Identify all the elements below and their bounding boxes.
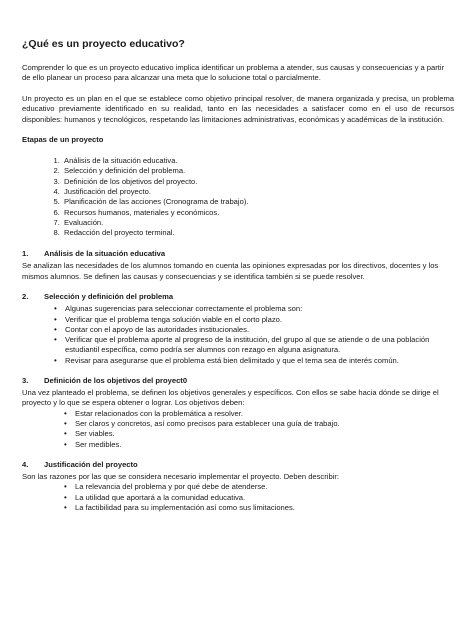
document-title: ¿Qué es un proyecto educativo? xyxy=(22,38,185,50)
etapa-item: 8. Redacción del proyecto terminal. xyxy=(62,228,454,238)
intro-paragraph-2: Un proyecto es un plan en el que se establece como objetivo principal resolver, de manera organizada y precisa, un problema educativo previamente identificado en su realidad, tanto en las necesidades a satisfacer como en el uso de recursos disponibles: humanos y tecnológicos, respetando las limitaciones administrativas, económicas y académicas de la institución. xyxy=(22,93,454,124)
bullet-item: • La factibilidad para su implementación así como sus limitaciones. xyxy=(64,503,454,513)
bullet-item: • Estar relacionados con la problemática a resolver. xyxy=(64,409,454,419)
bullet-item: • Ser claros y concretos, así como precisos para establecer una guía de trabajo. xyxy=(64,419,454,429)
section-3-heading xyxy=(22,376,454,385)
bullet-item: • Verificar que el problema aporte al progreso de la institución, del grupo al que se atiende o de una población estudiantil específica, como podría ser alumnos con rezago en alguna asignatura. xyxy=(54,335,454,356)
etapa-item: 1. Análisis de la situación educativa. xyxy=(62,156,454,166)
etapas-heading: Etapas de un proyecto xyxy=(22,135,104,145)
bullet-item: • Algunas sugerencias para seleccionar correctamente el problema son: xyxy=(54,304,454,314)
bullet-item: • Revisar para asegurarse que el problema está bien delimitado y que el tema sea de interés común. xyxy=(54,356,454,366)
section-title: Definición de los objetivos del proyect0 xyxy=(44,376,188,385)
etapa-item: 4. Justificación del proyecto. xyxy=(62,187,454,197)
intro-paragraph-1: Comprender lo que es un proyecto educativo implica identificar un problema a atender, sus causas y consecuencias y a partir de ello planear un proceso para alcanzar una meta que lo solucione total o parcialmente. xyxy=(22,63,445,83)
section-title: Justificación del proyecto xyxy=(44,460,138,469)
section-1-text: Se analizan las necesidades de los alumnos tomando en cuenta las opiniones expresadas por los directivos, docentes y los mismos alumnos. Se definen las causas y consecuencias y se identifica también si se puede resolver. xyxy=(22,261,439,281)
section-title: Análisis de la situación educativa xyxy=(44,249,166,259)
section-2-list xyxy=(22,304,454,366)
section-3-list xyxy=(22,409,454,450)
etapa-item: 6. Recursos humanos, materiales y económicos. xyxy=(62,208,454,218)
etapa-item: 7. Evaluación. xyxy=(62,218,454,228)
etapa-item: 3. Definición de los objetivos del proyecto. xyxy=(62,177,454,187)
bullet-item: • Verificar que el problema tenga solución viable en el corto plazo. xyxy=(54,315,454,325)
section-3-text: Una vez planteado el problema, se definen los objetivos generales y específicos. Con ellos se sabe hacia dónde se dirige el proyecto y lo que se espera obtener o lograr. Los objetivos deben: xyxy=(22,388,439,408)
section-4-heading xyxy=(22,460,454,469)
section-number: 1. xyxy=(22,249,29,259)
bullet-item: • Ser medibles. xyxy=(64,440,454,450)
section-number: 4. xyxy=(22,460,29,469)
etapa-item: 2. Selección y definición del problema. xyxy=(62,166,454,176)
section-title: Selección y definición del problema xyxy=(44,292,174,302)
bullet-item: • Ser viables. xyxy=(64,429,454,439)
bullet-item: • La utilidad que aportará a la comunidad educativa. xyxy=(64,493,454,503)
section-2-heading xyxy=(22,292,454,301)
etapa-item: 5. Planificación de las acciones (Cronograma de trabajo). xyxy=(62,197,454,207)
bullet-item: • La relevancia del problema y por qué debe de atenderse. xyxy=(64,482,454,492)
etapas-list xyxy=(22,156,454,238)
section-4-text: Son las razones por las que se considera necesario implementar el proyecto. Deben describir: xyxy=(22,472,339,481)
section-4-list xyxy=(22,482,454,513)
bullet-item: • Contar con el apoyo de las autoridades institucionales. xyxy=(54,325,454,335)
section-number: 2. xyxy=(22,292,29,302)
section-1-heading xyxy=(22,249,454,258)
section-number: 3. xyxy=(22,376,29,385)
